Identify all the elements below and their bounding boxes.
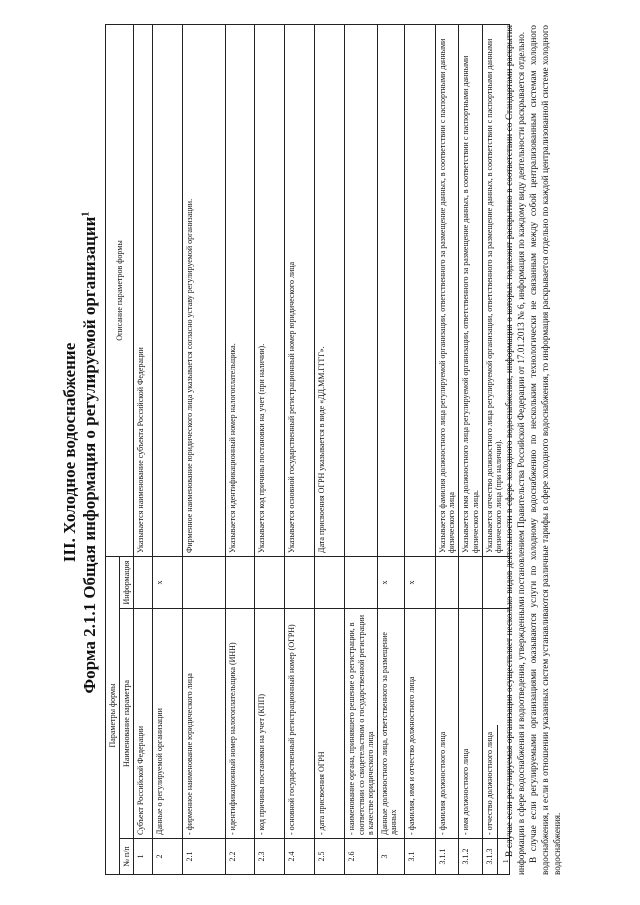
- footnote-1-text: В случае если регулируемая организация осуществляет несколько видов деятельности в сфере холодного водоснабжения, информация о которых подлежит раскрытию в соответствии со Стандартами раскрытия информации в сфере водоснабжения и водоотведения, утвержденными постановлением Правительства Российской Федерации от 17.01.2013 № 6, информация по каждому виду деятельности раскрывается отдельно.: [504, 25, 527, 875]
- row-number: 2.3: [255, 839, 285, 875]
- table-row: [153, 25, 183, 875]
- table-row: [345, 25, 378, 875]
- row-description: Указывается имя должностного лица регулируемой организации, ответственного за размещение данных, в соответствии с паспортными данными физического лица.: [459, 25, 482, 557]
- section-title: III. Холодное водоснабжение: [60, 342, 79, 563]
- row-number: 3.1.3: [482, 839, 509, 875]
- table-row: [226, 25, 255, 875]
- row-number: 1: [134, 839, 153, 875]
- form-table: [105, 24, 510, 875]
- table-row: [377, 25, 404, 875]
- form-title-note: 1: [80, 211, 92, 217]
- form-title: [80, 0, 100, 905]
- table-row: [255, 25, 285, 875]
- info-header: Информация: [120, 557, 134, 609]
- row-name: Данные о регулируемой организации: [153, 609, 183, 839]
- row-description: [153, 25, 183, 557]
- row-description: Указывается наименование субъекта Российской Федерации: [134, 25, 153, 557]
- row-number: 2.4: [285, 839, 315, 875]
- row-info: [183, 557, 226, 609]
- table-row: [285, 25, 315, 875]
- row-description: Указывается фамилия должностного лица регулируемой организации, ответственного за размещение данных, в соответствии с паспортными данными физического лица: [435, 25, 458, 557]
- row-description: Дата присвоения ОГРН указывается в виде «ДД.ММ.ГГГГ».: [315, 25, 345, 557]
- footnote-1-mark: 1: [502, 859, 510, 863]
- row-number: 2.5: [315, 839, 345, 875]
- row-name: - код причины постановки на учет (КПП): [255, 609, 285, 839]
- row-number: 3.1.2: [459, 839, 482, 875]
- row-info: x: [404, 557, 435, 609]
- row-number: 3: [377, 839, 404, 875]
- row-number: 2.6: [345, 839, 378, 875]
- row-info: [459, 557, 482, 609]
- row-info: x: [377, 557, 404, 609]
- num-header: № п/п: [120, 839, 134, 875]
- footnotes: [497, 25, 564, 875]
- row-description: [404, 25, 435, 557]
- row-description: Указывается идентификационный номер налогоплательщика.: [226, 25, 255, 557]
- row-name: - дата присвоения ОГРН: [315, 609, 345, 839]
- row-number: 2.1: [183, 839, 226, 875]
- row-name: Субъект Российской Федерации: [134, 609, 153, 839]
- row-description: [345, 25, 378, 557]
- row-name: - фирменное наименование юридического лица: [183, 609, 226, 839]
- group-header: Параметры формы: [106, 557, 120, 875]
- row-info: [315, 557, 345, 609]
- row-description: Указывается основной государственный регистрационный номер юридического лица: [285, 25, 315, 557]
- table-row: [134, 25, 153, 875]
- row-number: 3.1: [404, 839, 435, 875]
- footnote-divider: [497, 725, 498, 875]
- row-info: [134, 557, 153, 609]
- row-info: [435, 557, 458, 609]
- table-row: [315, 25, 345, 875]
- footnote-2-text: В случае если регулируемыми организациями оказываются услуги по холодному водоснабжению по нескольким технологически не связанным между собой централизованным системам холодного водоснабжения, и если в отношении указанных систем устанавливаются различные тарифы в сфере холодного водоснабжения, то информация раскрывается отдельно по каждой централизованной системе холодного водоснабжения.: [527, 25, 562, 875]
- row-name: - основной государственный регистрационный номер (ОГРН): [285, 609, 315, 839]
- row-number: 2: [153, 839, 183, 875]
- row-name: - отчество должностного лица: [482, 609, 509, 839]
- row-description: Указывается код причины постановки на учет (при наличии).: [255, 25, 285, 557]
- row-name: Данные должностного лица, ответственного за размещение данных: [377, 609, 404, 839]
- row-description: [377, 25, 404, 557]
- form-title-text: Форма 2.1.1 Общая информация о регулируемой организации: [80, 216, 99, 694]
- row-name: - фамилия, имя и отчество должностного лица: [404, 609, 435, 839]
- row-info: [255, 557, 285, 609]
- row-info: [226, 557, 255, 609]
- row-name: - фамилия должностного лица: [435, 609, 458, 839]
- name-header: Наименование параметра: [120, 609, 134, 839]
- table-row: [183, 25, 226, 875]
- row-name: - идентификационный номер налогоплательщика (ИНН): [226, 609, 255, 839]
- table-group-header-row: [106, 25, 120, 875]
- table-row: [435, 25, 458, 875]
- row-description: Фирменное наименование юридического лица указывается согласно уставу регулируемой организации.: [183, 25, 226, 557]
- row-info: x: [153, 557, 183, 609]
- desc-header: Описание параметров формы: [106, 25, 134, 557]
- row-number: 2.2: [226, 839, 255, 875]
- row-info: [285, 557, 315, 609]
- row-name: - наименование органа, принявшего решение о регистрации, в соответствии со свидетельством о государственной регистрации в качестве юридического лица: [345, 609, 378, 839]
- table-row: [404, 25, 435, 875]
- footnote-2: [528, 25, 564, 875]
- row-name: - имя должностного лица: [459, 609, 482, 839]
- footnote-1: [502, 25, 528, 875]
- table-body: [134, 25, 509, 875]
- row-description: Указывается отчество должностного лица регулируемой организации, ответственного за размещение данных, в соответствии с паспортными данными физического лица (при наличии).: [482, 25, 509, 557]
- row-number: 3.1.1: [435, 839, 458, 875]
- table-row: [459, 25, 482, 875]
- row-info: [345, 557, 378, 609]
